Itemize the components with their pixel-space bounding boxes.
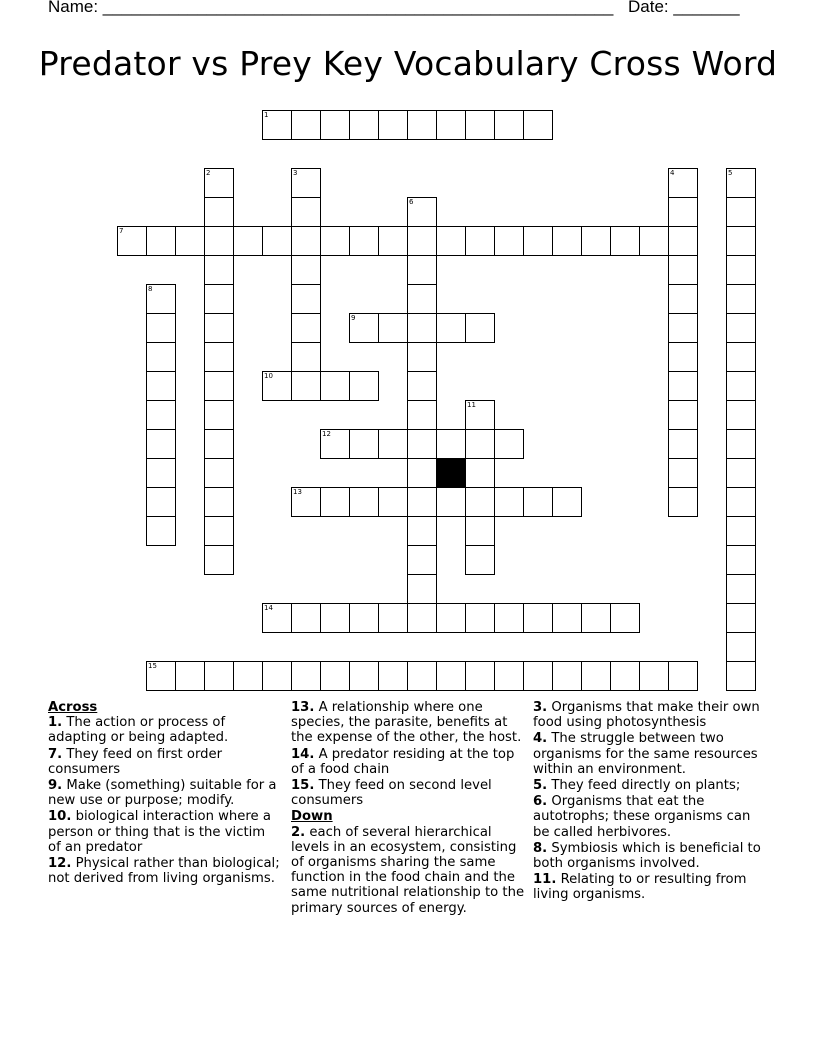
- grid-cell[interactable]: [407, 342, 437, 372]
- grid-cell[interactable]: [291, 168, 321, 198]
- grid-cell[interactable]: [523, 603, 553, 633]
- grid-cell[interactable]: [233, 661, 263, 691]
- grid-cell[interactable]: [349, 661, 379, 691]
- grid-cell[interactable]: [436, 603, 466, 633]
- grid-cell[interactable]: [146, 516, 176, 546]
- grid-cell[interactable]: [204, 226, 234, 256]
- grid-cell[interactable]: [320, 226, 350, 256]
- clue-number: 4: [670, 169, 675, 177]
- grid-cell[interactable]: [465, 226, 495, 256]
- grid-cell[interactable]: [726, 487, 756, 517]
- grid-cell[interactable]: [291, 603, 321, 633]
- grid-cell[interactable]: [291, 110, 321, 140]
- grid-cell[interactable]: [349, 487, 379, 517]
- grid-cell[interactable]: [407, 603, 437, 633]
- clue-down-8: 8. Symbiosis which is beneficial to both organisms involved.: [533, 840, 761, 872]
- clue-number: 6: [409, 198, 414, 206]
- grid-cell[interactable]: [407, 255, 437, 285]
- grid-cell[interactable]: [262, 110, 292, 140]
- grid-cell[interactable]: [465, 545, 495, 575]
- grid-cell[interactable]: [639, 661, 669, 691]
- grid-cell[interactable]: [465, 313, 495, 343]
- grid-cell[interactable]: [436, 313, 466, 343]
- grid-cell[interactable]: [668, 168, 698, 198]
- grid-cell[interactable]: [610, 603, 640, 633]
- clue-number: 13: [293, 488, 302, 496]
- grid-cell[interactable]: [668, 313, 698, 343]
- grid-cell[interactable]: [291, 371, 321, 401]
- grid-cell[interactable]: [668, 226, 698, 256]
- clue-across-10: 10. biological interaction where a person or thing that is the victim of an predator: [48, 809, 271, 855]
- grid-cell[interactable]: [465, 458, 495, 488]
- grid-cell[interactable]: [726, 458, 756, 488]
- grid-cell[interactable]: [436, 661, 466, 691]
- grid-cell[interactable]: [436, 487, 466, 517]
- grid-cell[interactable]: [262, 371, 292, 401]
- grid-cell[interactable]: [494, 110, 524, 140]
- clue-down-3: 3. Organisms that make their own food using photosynthesis: [533, 700, 760, 731]
- clue-number: 7: [119, 227, 124, 235]
- grid-cell[interactable]: [320, 661, 350, 691]
- grid-cell[interactable]: [378, 487, 408, 517]
- grid-cell[interactable]: [407, 197, 437, 227]
- grid-cell[interactable]: [726, 632, 756, 662]
- grid-cell[interactable]: [349, 371, 379, 401]
- grid-cell[interactable]: [494, 661, 524, 691]
- grid-cell[interactable]: [668, 429, 698, 459]
- grid-cell[interactable]: [407, 574, 437, 604]
- grid-cell[interactable]: [726, 284, 756, 314]
- grid-cell[interactable]: [291, 313, 321, 343]
- grid-cell[interactable]: [668, 342, 698, 372]
- grid-cell[interactable]: [726, 661, 756, 691]
- grid-cell[interactable]: [204, 313, 234, 343]
- grid-cell[interactable]: [726, 342, 756, 372]
- date-field-label: Date: _______: [628, 0, 740, 16]
- grid-cell[interactable]: [494, 226, 524, 256]
- grid-cell[interactable]: [262, 661, 292, 691]
- clue-down-6: 6. Organisms that eat the autotrophs; these organisms can be called herbivores.: [533, 794, 751, 840]
- clue-down-2: 2. each of several hierarchical levels in an ecosystem, consisting of organisms sharing the same function in the food chain and the same nutritional relationship to the primary sources of energy.: [291, 824, 525, 916]
- clue-down-11: 11. Relating to or resulting from living organisms.: [533, 872, 747, 903]
- clue-across-12: 12. Physical rather than biological; not derived from living organisms.: [48, 856, 280, 887]
- grid-cell[interactable]: [175, 226, 205, 256]
- grid-cell[interactable]: [407, 545, 437, 575]
- grid-cell[interactable]: [407, 400, 437, 430]
- grid-cell[interactable]: [204, 545, 234, 575]
- grid-cell[interactable]: [320, 487, 350, 517]
- grid-cell[interactable]: [204, 516, 234, 546]
- grid-cell[interactable]: [581, 661, 611, 691]
- grid-cell[interactable]: [407, 371, 437, 401]
- grid-cell[interactable]: [262, 603, 292, 633]
- grid-cell[interactable]: [146, 226, 176, 256]
- grid-cell[interactable]: [494, 487, 524, 517]
- grid-cell[interactable]: [146, 400, 176, 430]
- clue-down-4: 4. The struggle between two organisms for the same resources within an environment.: [533, 731, 758, 777]
- clue-across-15: 15. They feed on second level consumers: [291, 778, 492, 809]
- clues-column-1: [48, 700, 282, 887]
- grid-cell[interactable]: [436, 226, 466, 256]
- grid-cell[interactable]: [726, 168, 756, 198]
- grid-cell[interactable]: [291, 226, 321, 256]
- grid-cell[interactable]: [436, 110, 466, 140]
- grid-cell[interactable]: [204, 284, 234, 314]
- grid-cell[interactable]: [320, 603, 350, 633]
- grid-cell[interactable]: [581, 603, 611, 633]
- grid-cell[interactable]: [291, 342, 321, 372]
- grid-cell[interactable]: [494, 603, 524, 633]
- down-heading: Down: [291, 809, 333, 825]
- grid-cell[interactable]: [291, 284, 321, 314]
- grid-cell[interactable]: [407, 284, 437, 314]
- grid-cell[interactable]: [639, 226, 669, 256]
- grid-cell[interactable]: [349, 110, 379, 140]
- clue-number: 12: [322, 430, 331, 438]
- grid-cell[interactable]: [407, 110, 437, 140]
- grid-cell[interactable]: [349, 226, 379, 256]
- grid-cell[interactable]: [146, 429, 176, 459]
- grid-cell[interactable]: [146, 313, 176, 343]
- grid-cell[interactable]: [668, 661, 698, 691]
- grid-cell[interactable]: [726, 545, 756, 575]
- grid-cell[interactable]: [465, 661, 495, 691]
- grid-cell[interactable]: [552, 487, 582, 517]
- grid-cell[interactable]: [378, 313, 408, 343]
- grid-cell[interactable]: [465, 429, 495, 459]
- grid-cell[interactable]: [523, 226, 553, 256]
- grid-cell[interactable]: [668, 284, 698, 314]
- grid-cell[interactable]: [204, 371, 234, 401]
- grid-cell[interactable]: [117, 226, 147, 256]
- grid-cell[interactable]: [233, 226, 263, 256]
- clue-down-5: 5. They feed directly on plants;: [533, 778, 741, 794]
- grid-cell[interactable]: [726, 603, 756, 633]
- grid-cell[interactable]: [291, 197, 321, 227]
- clue-across-7: 7. They feed on first order consumers: [48, 746, 223, 777]
- grid-cell[interactable]: [465, 400, 495, 430]
- grid-cell[interactable]: [668, 458, 698, 488]
- grid-cell[interactable]: [407, 487, 437, 517]
- grid-cell[interactable]: [465, 603, 495, 633]
- clues-column-3: [533, 700, 767, 904]
- grid-cell[interactable]: [204, 255, 234, 285]
- grid-cell[interactable]: [726, 429, 756, 459]
- clue-number: 5: [728, 169, 733, 177]
- grid-cell[interactable]: [494, 429, 524, 459]
- grid-cell[interactable]: [262, 226, 292, 256]
- clue-across-14: 14. A predator residing at the top of a food chain: [291, 746, 515, 777]
- grid-cell[interactable]: [523, 661, 553, 691]
- clue-number: 11: [467, 401, 476, 409]
- page-title: Predator vs Prey Key Vocabulary Cross Word: [38, 44, 778, 83]
- grid-cell[interactable]: [175, 661, 205, 691]
- grid-cell[interactable]: [320, 371, 350, 401]
- grid-cell[interactable]: [610, 661, 640, 691]
- grid-cell[interactable]: [349, 313, 379, 343]
- grid-cell[interactable]: [552, 603, 582, 633]
- grid-cell[interactable]: [726, 371, 756, 401]
- grid-cell[interactable]: [146, 661, 176, 691]
- grid-cell[interactable]: [146, 342, 176, 372]
- grid-cell[interactable]: [349, 429, 379, 459]
- grid-cell[interactable]: [378, 429, 408, 459]
- clue-across-1: 1. The action or process of adapting or being adapted.: [48, 715, 229, 746]
- grid-cell[interactable]: [581, 226, 611, 256]
- grid-cell[interactable]: [668, 371, 698, 401]
- grid-cell[interactable]: [726, 226, 756, 256]
- grid-cell[interactable]: [726, 400, 756, 430]
- grid-cell[interactable]: [204, 168, 234, 198]
- grid-cell[interactable]: [146, 487, 176, 517]
- grid-cell[interactable]: [668, 400, 698, 430]
- grid-cell[interactable]: [204, 342, 234, 372]
- black-cell: [436, 458, 466, 488]
- name-field-label: Name: ______________________________________________________: [48, 0, 614, 16]
- grid-cell[interactable]: [726, 197, 756, 227]
- grid-cell[interactable]: [146, 371, 176, 401]
- grid-cell[interactable]: [726, 516, 756, 546]
- clue-across-9: 9. Make (something) suitable for a new use or purpose; modify.: [48, 778, 277, 809]
- grid-cell[interactable]: [378, 110, 408, 140]
- grid-cell[interactable]: [465, 110, 495, 140]
- grid-cell[interactable]: [146, 458, 176, 488]
- grid-cell[interactable]: [291, 487, 321, 517]
- grid-cell[interactable]: [726, 574, 756, 604]
- grid-cell[interactable]: [552, 226, 582, 256]
- grid-cell[interactable]: [436, 429, 466, 459]
- clue-across-13: 13. A relationship where one species, the parasite, benefits at the expense of the other, the host.: [291, 700, 522, 746]
- grid-cell[interactable]: [407, 313, 437, 343]
- grid-cell[interactable]: [349, 603, 379, 633]
- grid-cell[interactable]: [204, 197, 234, 227]
- grid-cell[interactable]: [291, 255, 321, 285]
- grid-cell[interactable]: [204, 458, 234, 488]
- grid-cell[interactable]: [378, 603, 408, 633]
- grid-cell[interactable]: [378, 226, 408, 256]
- grid-cell[interactable]: [465, 516, 495, 546]
- grid-cell[interactable]: [552, 661, 582, 691]
- clue-number: 2: [206, 169, 211, 177]
- grid-cell[interactable]: [523, 487, 553, 517]
- grid-cell[interactable]: [204, 400, 234, 430]
- grid-cell[interactable]: [668, 487, 698, 517]
- grid-cell[interactable]: [726, 255, 756, 285]
- grid-cell[interactable]: [204, 429, 234, 459]
- grid-cell[interactable]: [204, 487, 234, 517]
- grid-cell[interactable]: [465, 487, 495, 517]
- grid-cell[interactable]: [291, 661, 321, 691]
- grid-cell[interactable]: [726, 313, 756, 343]
- grid-cell[interactable]: [523, 110, 553, 140]
- clue-number: 9: [351, 314, 356, 322]
- grid-cell[interactable]: [378, 661, 408, 691]
- clue-number: 3: [293, 169, 298, 177]
- across-heading: Across: [48, 700, 98, 715]
- grid-cell[interactable]: [610, 226, 640, 256]
- clue-number: 14: [264, 604, 273, 612]
- grid-cell[interactable]: [407, 458, 437, 488]
- grid-cell[interactable]: [320, 429, 350, 459]
- clues-column-2: [291, 700, 525, 917]
- clue-number: 8: [148, 285, 153, 293]
- clue-number: 15: [148, 662, 157, 670]
- grid-cell[interactable]: [146, 284, 176, 314]
- grid-cell[interactable]: [320, 110, 350, 140]
- grid-cell[interactable]: [407, 661, 437, 691]
- grid-cell[interactable]: [668, 255, 698, 285]
- grid-cell[interactable]: [407, 429, 437, 459]
- grid-cell[interactable]: [407, 226, 437, 256]
- clue-number: 10: [264, 372, 273, 380]
- grid-cell[interactable]: [204, 661, 234, 691]
- grid-cell[interactable]: [668, 197, 698, 227]
- clue-number: 1: [264, 111, 269, 119]
- grid-cell[interactable]: [407, 516, 437, 546]
